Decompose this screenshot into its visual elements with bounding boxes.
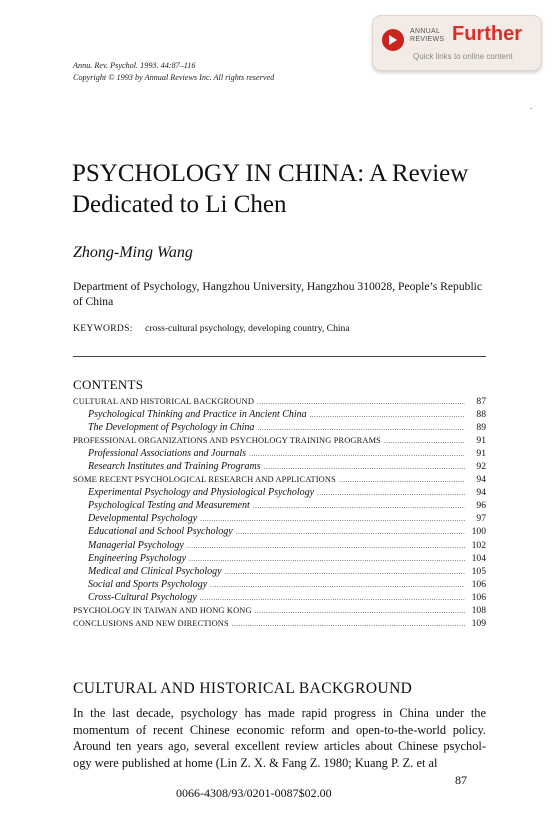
toc-entry-page: 106 bbox=[471, 591, 486, 603]
page-number: 87 bbox=[455, 773, 467, 787]
toc-entry-title: Managerial Psychology bbox=[88, 539, 184, 551]
toc-entry-page: 91 bbox=[476, 448, 486, 460]
toc-leader-dots bbox=[257, 396, 465, 409]
section-heading: CULTURAL AND HISTORICAL BACKGROUND bbox=[73, 680, 413, 697]
title-line-2: Dedicated to Li Chen bbox=[72, 191, 287, 218]
toc-entry[interactable] bbox=[73, 395, 486, 408]
toc-leader-dots bbox=[189, 553, 465, 566]
divider bbox=[73, 356, 486, 357]
toc-entry-page: 87 bbox=[476, 396, 486, 407]
body-line: In the last decade, psychology has made rapid progress in China under the bbox=[73, 706, 486, 720]
toc-entry-title: Medical and Clinical Psychology bbox=[88, 565, 222, 577]
toc-entry-title: The Development of Psychology in China bbox=[88, 422, 255, 434]
toc-leader-dots bbox=[317, 487, 465, 500]
toc-entry-page: 88 bbox=[476, 409, 486, 421]
toc-leader-dots bbox=[225, 566, 465, 579]
title-line-1: PSYCHOLOGY IN CHINA: A Review bbox=[72, 160, 469, 187]
toc-entry-page: 108 bbox=[471, 604, 486, 616]
toc-entry[interactable] bbox=[73, 604, 486, 617]
citation-line: Annu. Rev. Psychol. 1993. 44:87–116 bbox=[73, 61, 196, 70]
toc-entry-title: Psychological Testing and Measurement bbox=[88, 500, 250, 512]
annual-reviews-logo-icon bbox=[382, 29, 404, 51]
badge-brand-line2: REVIEWS bbox=[410, 36, 445, 43]
toc-entry-title: PROFESSIONAL ORGANIZATIONS AND PSYCHOLOGY TRAINING PROGRAMS bbox=[73, 436, 381, 446]
toc-entry-title: Research Institutes and Training Programs bbox=[88, 461, 261, 473]
toc-leader-dots bbox=[253, 500, 465, 513]
toc-entry-page: 94 bbox=[476, 474, 486, 486]
toc-entry-page: 100 bbox=[471, 526, 486, 538]
toc-entry-title: Cross-Cultural Psychology bbox=[88, 591, 197, 603]
toc-entry-title: Psychological Thinking and Practice in Ancient China bbox=[88, 409, 307, 421]
toc-entry-title: SOME RECENT PSYCHOLOGICAL RESEARCH AND APPLICATIONS bbox=[73, 475, 336, 485]
footer-code: 0066-4308/93/0201-0087$02.00 bbox=[176, 786, 332, 800]
body-line: Around ten years ago, several excellent review articles about Chinese psychol- bbox=[73, 739, 486, 754]
toc-entry-page: 105 bbox=[471, 565, 486, 577]
toc-entry[interactable] bbox=[73, 408, 486, 421]
toc-entry-page: 89 bbox=[476, 422, 486, 434]
scan-mark bbox=[530, 108, 532, 109]
toc-entry[interactable] bbox=[73, 434, 486, 447]
toc-entry[interactable] bbox=[73, 539, 486, 552]
body-paragraph bbox=[73, 705, 486, 772]
toc-leader-dots bbox=[310, 409, 465, 422]
toc-entry-page: 102 bbox=[471, 539, 486, 551]
toc-entry-page: 94 bbox=[476, 487, 486, 499]
keywords-label: KEYWORDS: bbox=[73, 323, 133, 334]
author-name: Zhong-Ming Wang bbox=[73, 244, 193, 261]
toc-entry[interactable] bbox=[73, 499, 486, 512]
toc-entry-page: 91 bbox=[476, 435, 486, 447]
toc-entry[interactable] bbox=[73, 552, 486, 565]
toc-entry-page: 106 bbox=[471, 578, 486, 590]
body-line: momentum of recent Chinese economic reform and open-to-the-world policy. bbox=[73, 722, 486, 737]
toc-leader-dots bbox=[236, 526, 465, 539]
toc-leader-dots bbox=[232, 618, 465, 631]
badge-brand-line1: ANNUAL bbox=[410, 28, 441, 35]
toc-entry[interactable] bbox=[73, 512, 486, 525]
toc-entry[interactable] bbox=[73, 525, 486, 538]
citation-block bbox=[73, 60, 274, 84]
toc-entry[interactable] bbox=[73, 447, 486, 460]
toc-leader-dots bbox=[210, 579, 465, 592]
keywords-text: cross-cultural psychology, developing country, China bbox=[145, 323, 350, 334]
toc-entry-title: Experimental Psychology and Physiological Psychology bbox=[88, 487, 315, 499]
toc-entry[interactable] bbox=[73, 565, 486, 578]
toc-entry-title: Social and Sports Psychology bbox=[88, 578, 208, 590]
toc-entry[interactable] bbox=[73, 473, 486, 486]
table-of-contents bbox=[73, 395, 486, 630]
contents-heading: CONTENTS bbox=[73, 377, 144, 392]
toc-leader-dots bbox=[255, 605, 465, 618]
keywords bbox=[73, 323, 350, 334]
toc-leader-dots bbox=[187, 540, 465, 553]
toc-entry-page: 92 bbox=[476, 461, 486, 473]
toc-entry-title: PSYCHOLOGY IN TAIWAN AND HONG KONG bbox=[73, 605, 252, 615]
article-title bbox=[72, 158, 468, 220]
toc-leader-dots bbox=[249, 448, 465, 461]
toc-entry[interactable] bbox=[73, 591, 486, 604]
body-line: ogy were published at home (Lin Z. X. & Fang Z. 1980; Kuang P. Z. et al bbox=[73, 756, 438, 771]
toc-leader-dots bbox=[384, 435, 465, 448]
badge-subtitle: Quick links to online content bbox=[413, 52, 513, 61]
toc-entry[interactable] bbox=[73, 578, 486, 591]
affiliation: Department of Psychology, Hangzhou University, Hangzhou 310028, People’s Republic of China bbox=[73, 280, 483, 308]
badge-title: Further bbox=[452, 23, 522, 45]
toc-leader-dots bbox=[339, 474, 465, 487]
toc-leader-dots bbox=[200, 592, 465, 605]
toc-entry-page: 109 bbox=[471, 617, 486, 629]
toc-entry-title: CONCLUSIONS AND NEW DIRECTIONS bbox=[73, 618, 229, 628]
toc-entry-title: Professional Associations and Journals bbox=[88, 448, 247, 460]
toc-entry[interactable] bbox=[73, 486, 486, 499]
toc-entry[interactable] bbox=[73, 460, 486, 473]
toc-entry-title: Educational and School Psychology bbox=[88, 526, 233, 538]
badge-brand bbox=[410, 28, 444, 44]
toc-entry[interactable] bbox=[73, 617, 486, 630]
toc-entry-page: 97 bbox=[476, 513, 486, 525]
further-badge[interactable] bbox=[372, 15, 542, 71]
toc-entry-title: CULTURAL AND HISTORICAL BACKGROUND bbox=[73, 397, 255, 406]
toc-entry-title: Developmental Psychology bbox=[88, 513, 198, 525]
toc-entry[interactable] bbox=[73, 421, 486, 434]
toc-entry-page: 104 bbox=[471, 552, 486, 564]
copyright-line: Copyright © 1993 by Annual Reviews Inc. All rights reserved bbox=[73, 73, 275, 82]
toc-entry-page: 96 bbox=[476, 500, 486, 512]
toc-leader-dots bbox=[257, 422, 465, 435]
toc-leader-dots bbox=[264, 461, 465, 474]
toc-entry-title: Engineering Psychology bbox=[88, 552, 187, 564]
toc-leader-dots bbox=[200, 513, 465, 526]
